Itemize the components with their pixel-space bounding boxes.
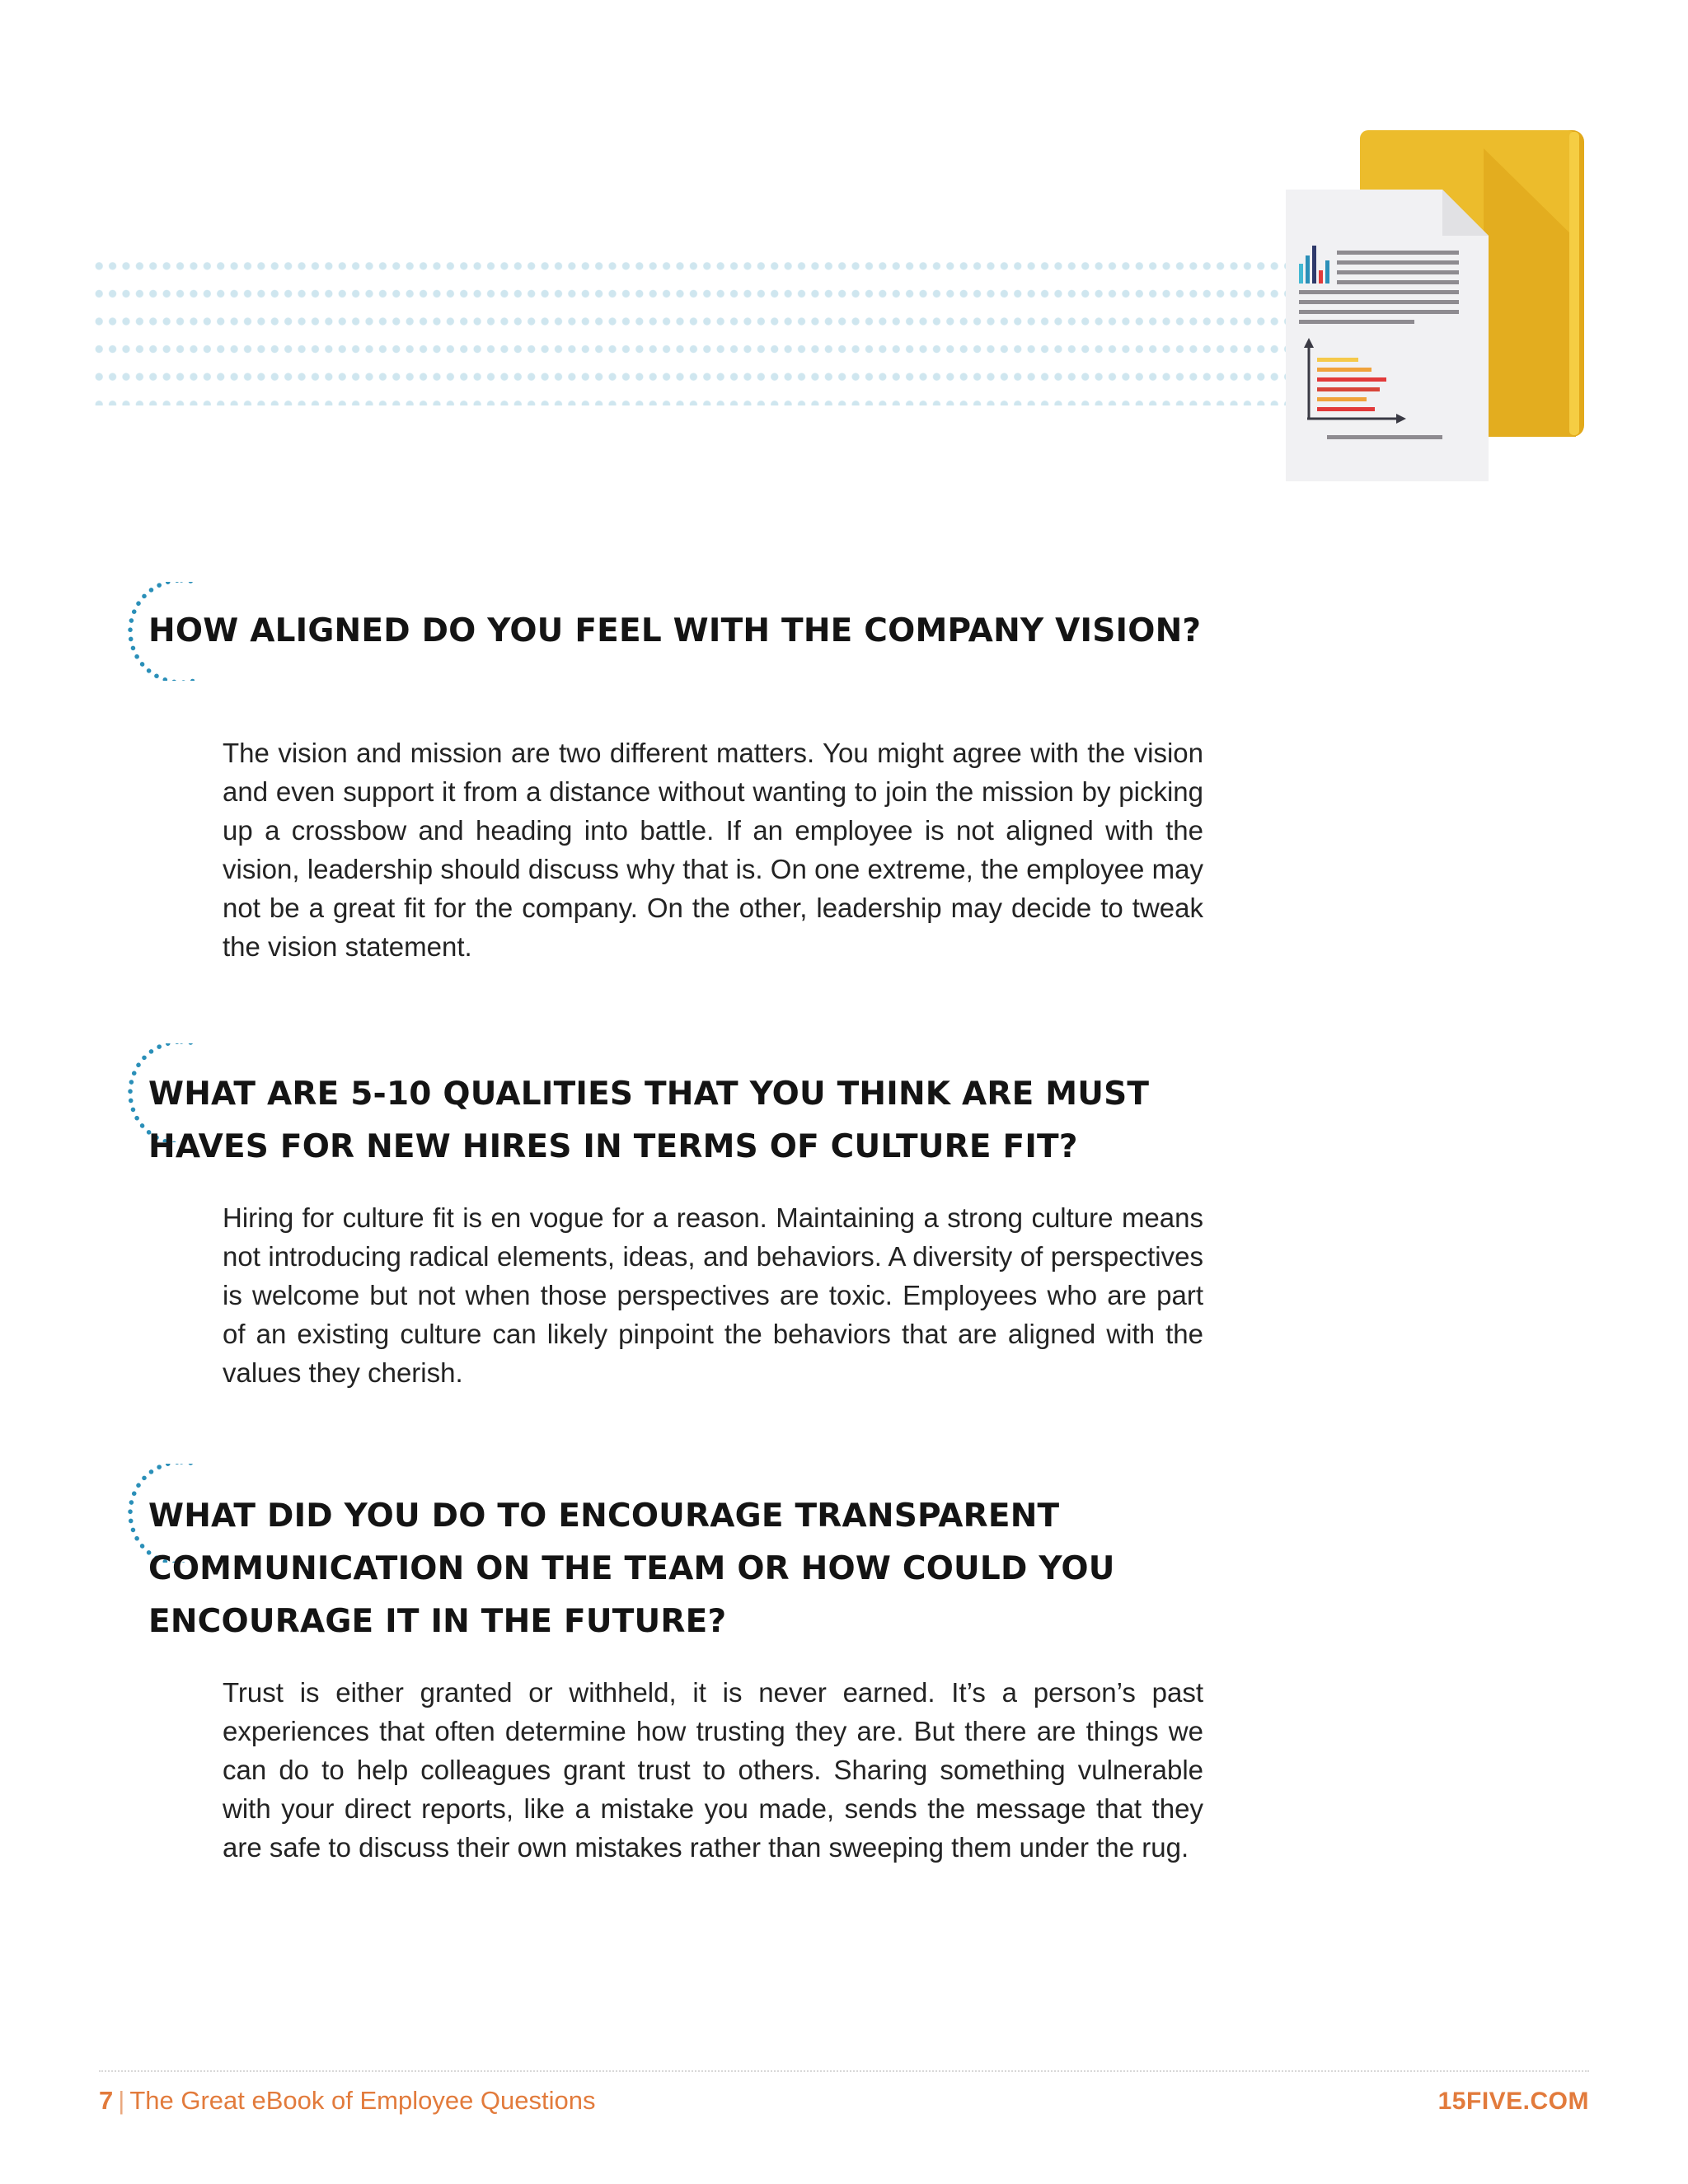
page-number: 7: [99, 2086, 114, 2115]
question-body: The vision and mission are two different matters. You might agree with the vision and even support it from a distance without wanting to join the mission by picking up a crossbow and heading into battle. If an employee is not aligned with the vision, leadership should discuss why that is. On one extreme, the employee may not be a great fit for the company. On the other, leadership may decide to tweak the vision statement.: [223, 738, 1203, 962]
report-document-icon: [1286, 190, 1489, 481]
question-body: Trust is either granted or withheld, it is never earned. It’s a person’s past experiences that often determine how trusting they are. But there are things we can do to help colleagues grant trust to others. Sharing something vulnerable with your direct reports, like a mistake you made, sends the message that they are safe to discuss their own mistakes rather than sweeping them under the rug.: [223, 1677, 1203, 1863]
question-heading: HOW ALIGNED DO YOU FEEL WITH THE COMPANY VISION?: [148, 612, 1202, 649]
footer-separator: |: [118, 2086, 125, 2115]
footer-divider: [99, 2070, 1589, 2072]
question-heading: WHAT DID YOU DO TO ENCOURAGE TRANSPARENT COMMUNICATION ON THE TEAM OR HOW COULD YOU ENCOURAGE IT IN THE FUTURE?: [148, 1497, 1115, 1640]
footer-site-link[interactable]: 15FIVE.COM: [1437, 2088, 1589, 2115]
dotted-pattern-band: [92, 252, 1296, 405]
question-heading: WHAT ARE 5-10 QUALITIES THAT YOU THINK ARE MUST HAVES FOR NEW HIRES IN TERMS OF CULTURE FIT?: [148, 1076, 1150, 1165]
folder-report-illustration: [1286, 124, 1599, 486]
question-body: Hiring for culture fit is en vogue for a reason. Maintaining a strong culture means not introducing radical elements, ideas, and behaviors. A diversity of perspectives is welcome but not when those perspectives are toxic. Employees who are part of an existing culture can likely pinpoint the behaviors that are aligned with the values they cherish.: [223, 1202, 1203, 1388]
footer-title-text: The Great eBook of Employee Questions: [129, 2086, 596, 2115]
footer-book-title: [99, 2086, 596, 2116]
